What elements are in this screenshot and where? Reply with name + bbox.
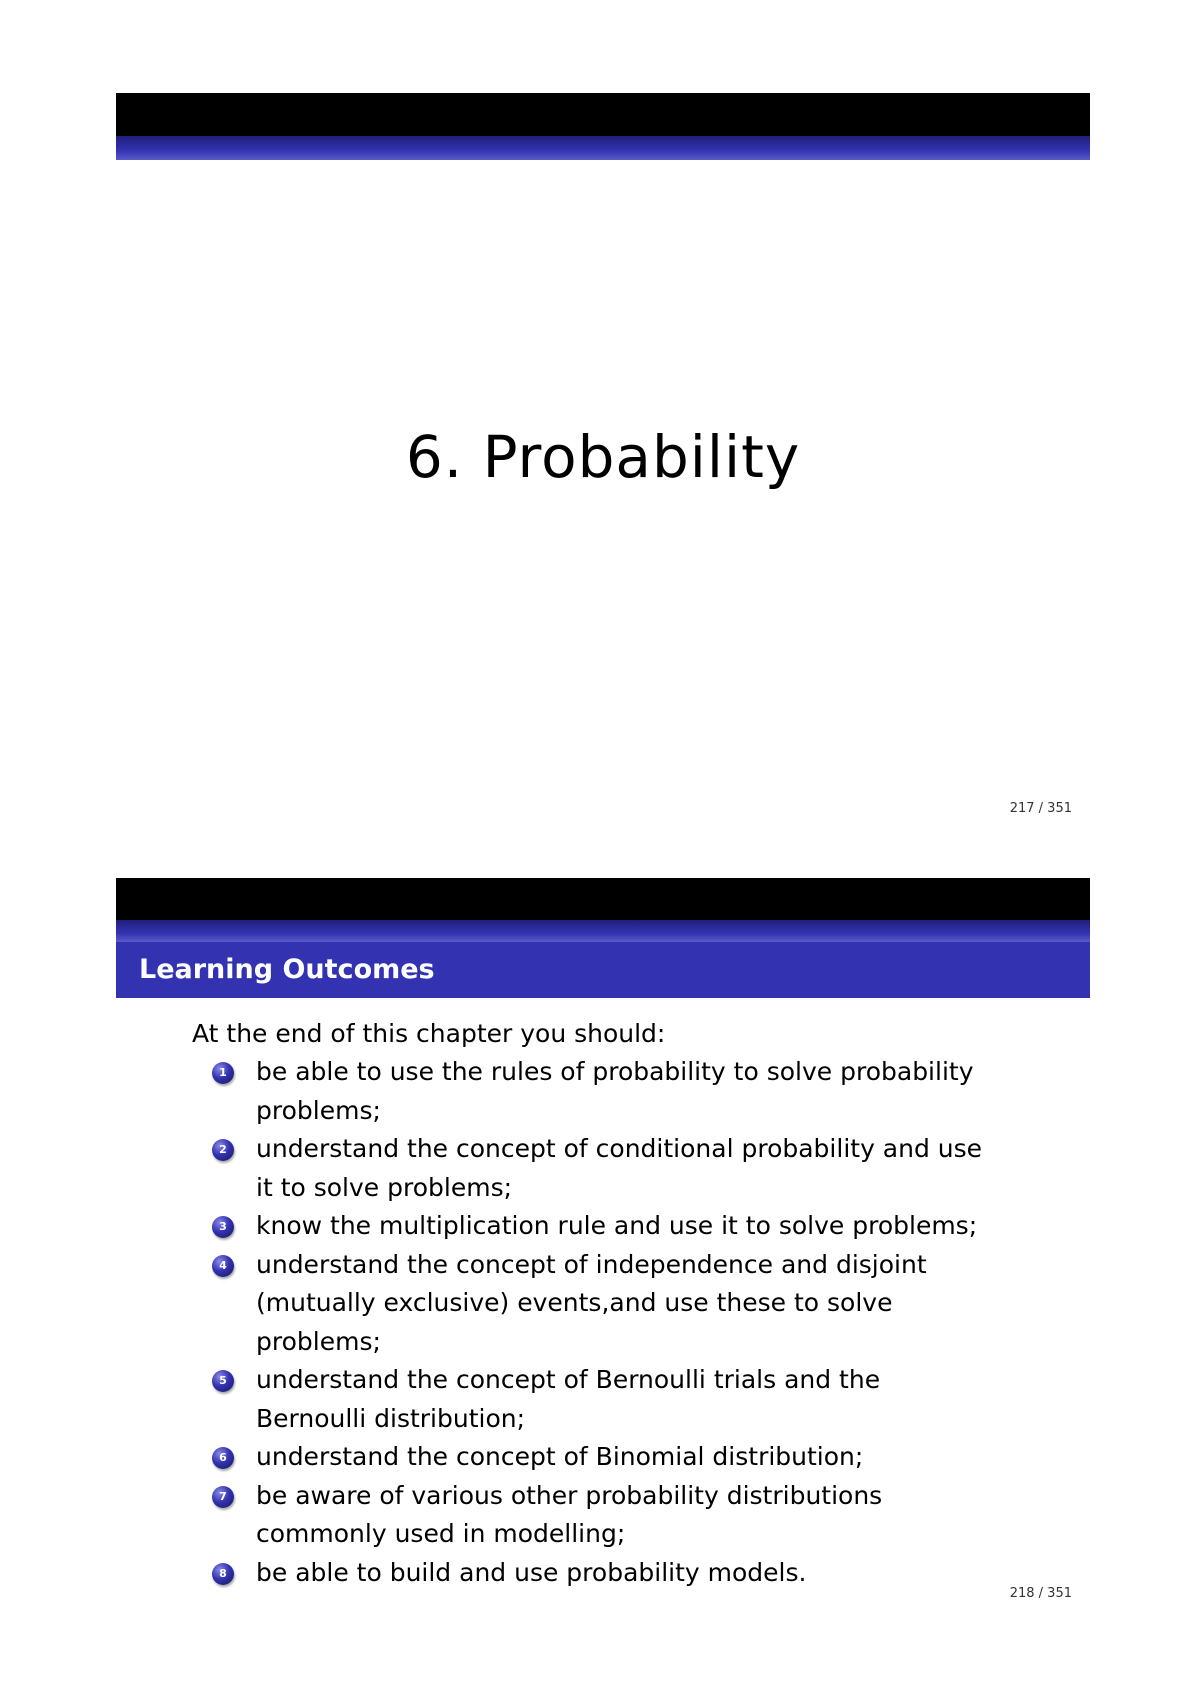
outcome-text: understand the concept of independence and disjoint (mutually exclusive) events,and use these to solve problems; (256, 1249, 927, 1356)
list-item (212, 1477, 992, 1554)
header-bar-accent (116, 920, 1090, 942)
numbered-bullet-icon: 5 (212, 1370, 234, 1392)
slide-section-probability (116, 93, 1090, 833)
numbered-bullet-icon: 2 (212, 1139, 234, 1161)
numbered-bullet-icon: 1 (212, 1062, 234, 1084)
intro-text: At the end of this chapter you should: (192, 1019, 666, 1048)
header-bar-top (116, 878, 1090, 920)
numbered-bullet-icon: 3 (212, 1216, 234, 1238)
list-item (212, 1207, 992, 1246)
outcome-text: understand the concept of conditional probability and use it to solve problems; (256, 1134, 983, 1202)
outcome-text: be able to use the rules of probability to solve probability problems; (256, 1057, 974, 1125)
header-bar-accent (116, 136, 1090, 160)
list-item (212, 1130, 992, 1207)
section-title: 6. Probability (405, 423, 801, 491)
page-number: 218 / 351 (1009, 1586, 1072, 1601)
numbered-bullet-icon: 8 (212, 1563, 234, 1585)
slide-learning-outcomes (116, 878, 1090, 1601)
numbered-bullet-icon: 4 (212, 1255, 234, 1277)
list-item (212, 1554, 992, 1593)
list-item (212, 1361, 992, 1438)
outcome-text: understand the concept of Bernoulli trials and the Bernoulli distribution; (256, 1365, 881, 1433)
list-item (212, 1053, 992, 1130)
page-number: 217 / 351 (1009, 801, 1072, 816)
frame-title: Learning Outcomes (139, 954, 435, 985)
outcome-text: be aware of various other probability distributions commonly used in modelling; (256, 1480, 883, 1548)
numbered-bullet-icon: 7 (212, 1486, 234, 1508)
numbered-bullet-icon: 6 (212, 1447, 234, 1469)
outcome-text: be able to build and use probability models. (256, 1557, 807, 1587)
header-bar-top (116, 93, 1090, 136)
outcome-text: understand the concept of Binomial distribution; (256, 1442, 864, 1471)
frame-title-bar (116, 942, 1090, 998)
outcomes-list (212, 1053, 992, 1592)
list-item (212, 1246, 992, 1362)
list-item (212, 1438, 992, 1477)
outcome-text: know the multiplication rule and use it to solve problems; (256, 1211, 978, 1240)
